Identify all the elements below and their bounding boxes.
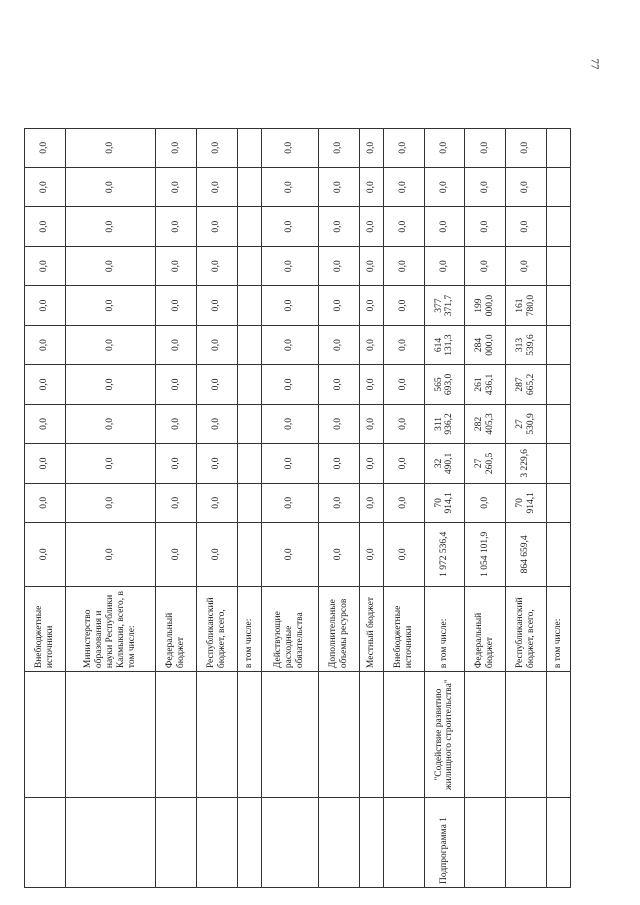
value-cell: 0,0 [261,286,318,325]
value-cell: 0,0 [25,483,66,522]
source-cell: Местный бюджет [359,586,383,671]
value-cell: 0,0 [65,207,155,246]
value-cell: 0,0 [156,325,197,364]
value-cell: 0,0 [383,523,424,587]
value-cell: 0,0 [25,325,66,364]
value-cell: 377 371,7 [424,286,465,325]
value-cell: 287 665,2 [506,365,547,404]
value-cell: 0,0 [196,246,237,285]
value-cell [237,444,261,483]
source-cell: Министерство образования и науки Республики Калмыкия, всего, в том числе: [65,586,155,671]
table-row [319,89,360,888]
name-cell [465,672,506,798]
value-cell: 313 539,6 [506,325,547,364]
name-cell: "Содействие развитию жилищного строительства" [424,672,465,798]
source-cell: Внебюджетные источники [25,586,66,671]
value-cell: 0,0 [25,365,66,404]
program-cell: Подпрограмма 1 [424,798,465,888]
table-row [506,89,547,888]
value-cell: 0,0 [359,365,383,404]
value-cell: 0,0 [65,404,155,443]
value-cell: 261 436,1 [465,365,506,404]
value-cell: 614 131,3 [424,325,465,364]
value-cell: 0,0 [359,128,383,167]
value-cell: 0,0 [156,523,197,587]
value-cell: 0,0 [359,246,383,285]
value-cell: 0,0 [424,207,465,246]
value-cell: 0,0 [261,207,318,246]
value-cell: 199 000,0 [465,286,506,325]
value-cell: 0,0 [156,246,197,285]
source-cell: Действующие расходные обязательства [261,586,318,671]
value-cell: 0,0 [383,483,424,522]
value-cell [237,207,261,246]
value-cell: 0,0 [156,404,197,443]
value-cell: 0,0 [319,128,360,167]
value-cell: 0,0 [359,483,383,522]
value-cell: 0,0 [383,286,424,325]
value-cell: 0,0 [25,286,66,325]
value-cell: 0,0 [25,167,66,206]
name-cell [546,672,570,798]
value-cell: 0,0 [25,246,66,285]
rotated-table-container [24,88,571,888]
value-cell [237,365,261,404]
value-cell: 0,0 [383,365,424,404]
value-cell [237,523,261,587]
name-cell [65,672,155,798]
value-cell: 0,0 [383,128,424,167]
value-cell: 0,0 [65,444,155,483]
source-cell: в том числе: [237,586,261,671]
value-cell [237,128,261,167]
value-cell: 0,0 [156,444,197,483]
program-cell [383,798,424,888]
value-cell [546,523,570,587]
value-cell: 0,0 [424,246,465,285]
source-cell: Внебюджетные источники [383,586,424,671]
name-cell [196,672,237,798]
value-cell: 864 659,4 [506,523,547,587]
value-cell [237,325,261,364]
source-cell: Федеральный бюджет [156,586,197,671]
table-row [156,89,197,888]
source-cell: Республиканский бюджет, всего, [506,586,547,671]
table-row [25,89,66,888]
value-cell: 0,0 [156,365,197,404]
value-cell [237,483,261,522]
value-cell: 0,0 [506,167,547,206]
name-cell [506,672,547,798]
value-cell: 0,0 [506,128,547,167]
value-cell: 282 405,3 [465,404,506,443]
source-cell: Федеральный бюджет [465,586,506,671]
value-cell: 0,0 [465,246,506,285]
value-cell [237,246,261,285]
program-cell [319,798,360,888]
program-cell [65,798,155,888]
value-cell: 0,0 [319,286,360,325]
value-cell: 0,0 [383,325,424,364]
value-cell: 0,0 [319,483,360,522]
value-cell: 0,0 [319,523,360,587]
value-cell: 0,0 [465,207,506,246]
value-cell: 0,0 [261,483,318,522]
table-row [261,89,318,888]
value-cell: 0,0 [359,286,383,325]
value-cell: 0,0 [383,246,424,285]
value-cell: 0,0 [261,128,318,167]
program-cell [25,798,66,888]
value-cell [237,167,261,206]
value-cell: 70 914,1 [424,483,465,522]
value-cell: 311 936,2 [424,404,465,443]
program-cell [261,798,318,888]
value-cell: 0,0 [65,325,155,364]
value-cell: 0,0 [25,128,66,167]
value-cell: 0,0 [196,167,237,206]
value-cell: 0,0 [196,207,237,246]
value-cell: 0,0 [506,207,547,246]
value-cell [546,246,570,285]
source-cell: Дополнительные объемы ресурсов [319,586,360,671]
value-cell: 0,0 [196,365,237,404]
name-cell [156,672,197,798]
table-row [237,89,261,888]
value-cell: 0,0 [359,207,383,246]
program-cell [196,798,237,888]
value-cell: 0,0 [424,167,465,206]
value-cell: 0,0 [319,325,360,364]
value-cell: 0,0 [65,128,155,167]
program-cell [156,798,197,888]
value-cell: 0,0 [196,286,237,325]
value-cell [546,365,570,404]
value-cell: 0,0 [196,444,237,483]
value-cell [546,483,570,522]
program-cell [465,798,506,888]
program-cell [506,798,547,888]
value-cell [546,167,570,206]
value-cell: 0,0 [196,325,237,364]
value-cell: 0,0 [383,207,424,246]
value-cell [237,286,261,325]
value-cell: 1 972 536,4 [424,523,465,587]
value-cell: 1 054 101,9 [465,523,506,587]
value-cell: 0,0 [261,523,318,587]
value-cell: 0,0 [65,483,155,522]
value-cell: 0,0 [465,128,506,167]
value-cell: 0,0 [261,325,318,364]
program-cell [359,798,383,888]
value-cell: 0,0 [25,444,66,483]
table-row [465,89,506,888]
name-cell [359,672,383,798]
value-cell: 0,0 [465,167,506,206]
value-cell: 0,0 [424,128,465,167]
value-cell: 0,0 [156,286,197,325]
value-cell: 0,0 [65,246,155,285]
name-cell [261,672,318,798]
value-cell: 0,0 [65,286,155,325]
value-cell: 0,0 [383,167,424,206]
value-cell: 0,0 [65,365,155,404]
program-cell [546,798,570,888]
table-row [65,89,155,888]
value-cell: 0,0 [156,207,197,246]
value-cell: 0,0 [65,167,155,206]
value-cell: 0,0 [383,444,424,483]
value-cell: 0,0 [359,444,383,483]
value-cell [546,128,570,167]
table-row [424,89,465,888]
value-cell: 0,0 [359,167,383,206]
value-cell: 284 000,0 [465,325,506,364]
value-cell: 0,0 [156,128,197,167]
source-cell: Республиканский бюджет, всего, [196,586,237,671]
value-cell: 3 229,6 [506,444,547,483]
value-cell: 27 530,9 [506,404,547,443]
value-cell: 0,0 [319,246,360,285]
table-row [383,89,424,888]
name-cell [237,672,261,798]
value-cell: 0,0 [156,167,197,206]
program-cell [237,798,261,888]
value-cell [546,286,570,325]
value-cell: 0,0 [506,246,547,285]
value-cell [546,207,570,246]
budget-table [24,88,571,888]
scanned-table-frame [24,88,571,888]
value-cell [546,404,570,443]
value-cell: 0,0 [261,246,318,285]
budget-table-body [25,89,571,888]
name-cell [319,672,360,798]
value-cell [546,325,570,364]
value-cell: 0,0 [319,365,360,404]
value-cell: 0,0 [196,404,237,443]
value-cell: 0,0 [359,404,383,443]
value-cell: 0,0 [196,483,237,522]
value-cell [237,404,261,443]
value-cell: 0,0 [261,444,318,483]
value-cell: 161 780,0 [506,286,547,325]
value-cell: 0,0 [196,523,237,587]
table-row [196,89,237,888]
value-cell: 0,0 [383,404,424,443]
value-cell: 0,0 [319,444,360,483]
name-cell [25,672,66,798]
value-cell: 0,0 [319,167,360,206]
value-cell: 565 693,0 [424,365,465,404]
value-cell: 70 914,1 [506,483,547,522]
value-cell: 0,0 [261,365,318,404]
source-cell: в том числе: [546,586,570,671]
value-cell: 0,0 [25,207,66,246]
value-cell: 32 490,1 [424,444,465,483]
value-cell: 0,0 [156,483,197,522]
value-cell: 0,0 [319,404,360,443]
value-cell: 0,0 [319,207,360,246]
value-cell: 0,0 [25,404,66,443]
source-cell: в том числе: [424,586,465,671]
value-cell [546,444,570,483]
value-cell: 0,0 [25,523,66,587]
value-cell: 0,0 [359,523,383,587]
value-cell: 0,0 [261,167,318,206]
value-cell: 0,0 [359,325,383,364]
name-cell [383,672,424,798]
value-cell: 0,0 [261,404,318,443]
table-row [546,89,570,888]
value-cell: 0,0 [196,128,237,167]
value-cell: 27 260,5 [465,444,506,483]
table-row [359,89,383,888]
value-cell: 0,0 [465,483,506,522]
page-number: 77 [588,58,601,70]
value-cell: 0,0 [65,523,155,587]
